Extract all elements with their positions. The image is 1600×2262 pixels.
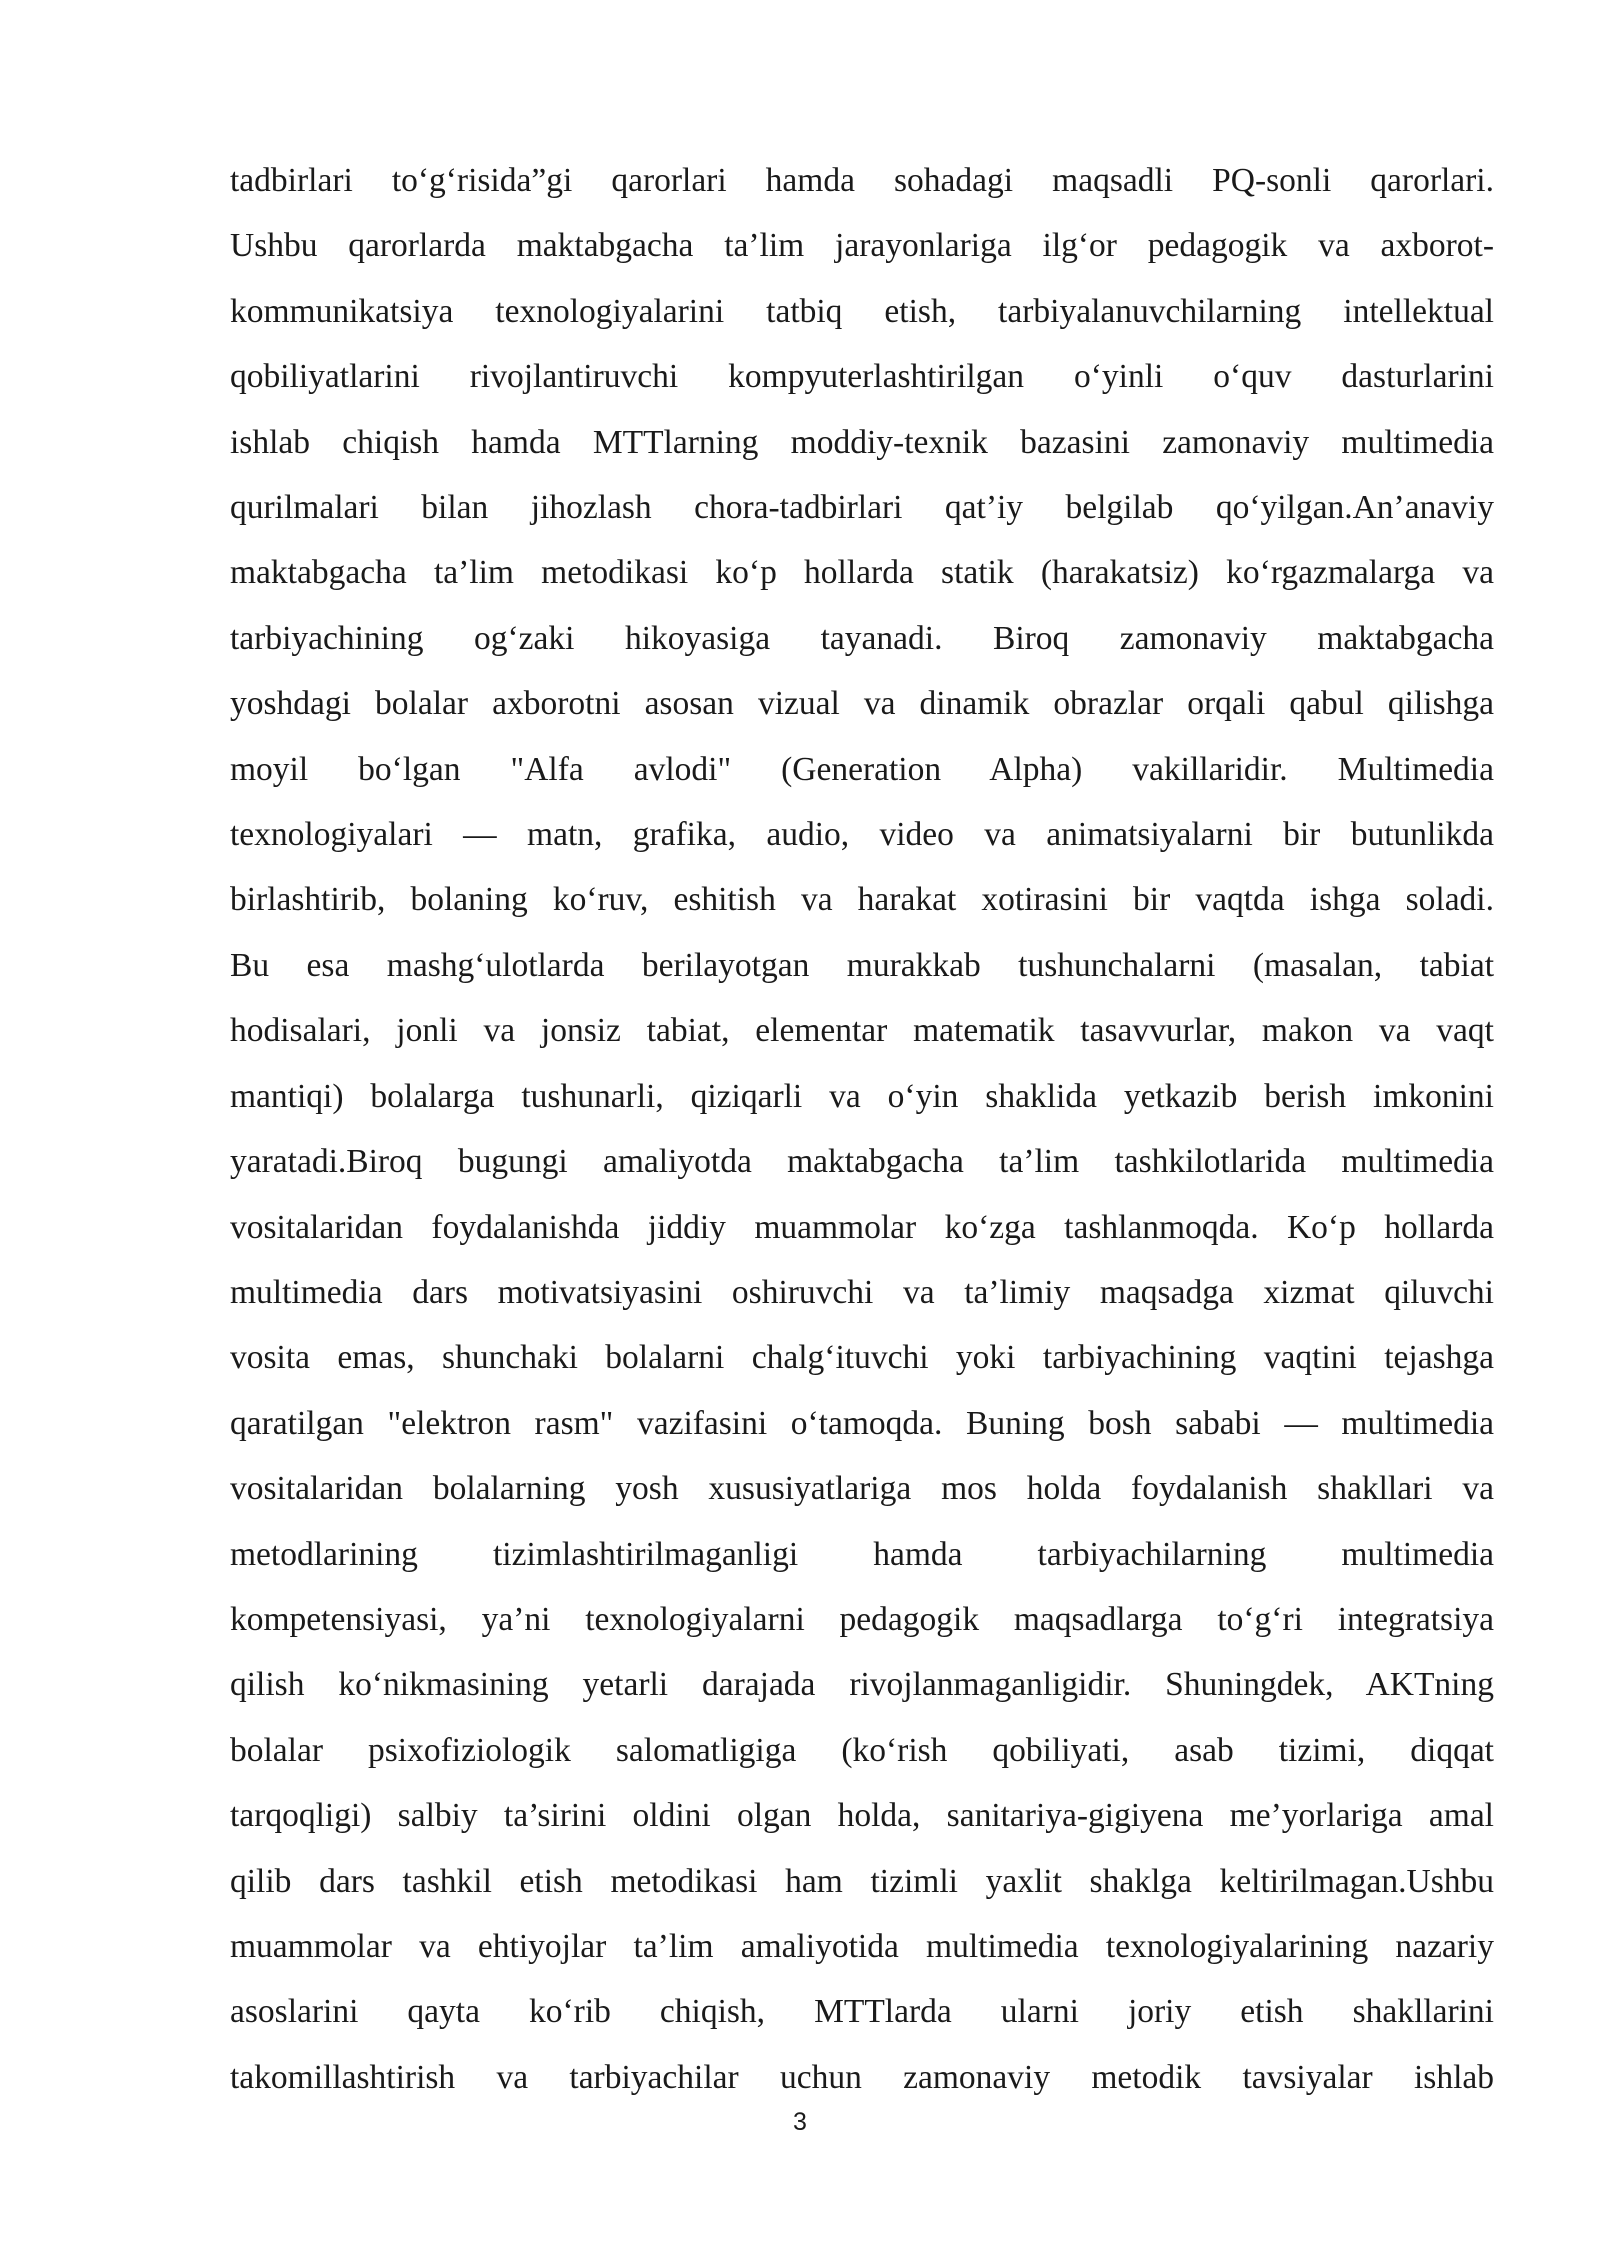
- text-line: tarbiyachining og‘zaki hikoyasiga tayanadi. Biroq zamonaviy maktabgacha: [230, 619, 1494, 657]
- text-line: Ushbu qarorlarda maktabgacha ta’lim jarayonlariga ilg‘or pedagogik va axborot-: [230, 227, 1494, 265]
- text-line: tarqoqligi) salbiy ta’sirini oldini olgan holda, sanitariya-gigiyena me’yorlariga amal: [230, 1797, 1494, 1835]
- text-line: vositalaridan foydalanishda jiddiy muammolar ko‘zga tashlanmoqda. Ko‘p hollarda: [230, 1208, 1494, 1246]
- text-line: qaratilgan "elektron rasm" vazifasini o‘tamoqda. Buning bosh sababi — multimedia: [230, 1404, 1494, 1442]
- text-line: mantiqi) bolalarga tushunarli, qiziqarli va o‘yin shaklida yetkazib berish imkonini: [230, 1077, 1494, 1115]
- text-line: kommunikatsiya texnologiyalarini tatbiq etish, tarbiyalanuvchilarning intellektual: [230, 292, 1494, 330]
- page-number: 3: [793, 2108, 807, 2136]
- text-line: tadbirlari to‘g‘risida”gi qarorlari hamda sohadagi maqsadli PQ-sonli qarorlari.: [230, 162, 1494, 199]
- text-line: takomillashtirish va tarbiyachilar uchun zamonaviy metodik tavsiyalar ishlab: [230, 2058, 1494, 2096]
- text-line: asoslarini qayta ko‘rib chiqish, MTTlarda ularni joriy etish shakllarini: [230, 1993, 1494, 2031]
- text-line: texnologiyalari — matn, grafika, audio, video va animatsiyalarni bir butunlikda: [230, 816, 1494, 854]
- text-line: maktabgacha ta’lim metodikasi ko‘p hollarda statik (harakatsiz) ko‘rgazmalarga va: [230, 554, 1494, 592]
- text-line: qilish ko‘nikmasining yetarli darajada rivojlanmaganligidir. Shuningdek, AKTning: [230, 1666, 1494, 1704]
- text-line: qurilmalari bilan jihozlash chora-tadbirlari qat’iy belgilab qo‘yilgan.An’anaviy: [230, 489, 1494, 527]
- text-line: moyil bo‘lgan "Alfa avlodi" (Generation Alpha) vakillaridir. Multimedia: [230, 750, 1494, 788]
- body-paragraph: [230, 148, 1494, 2110]
- text-line: vosita emas, shunchaki bolalarni chalg‘ituvchi yoki tarbiyachining vaqtini tejashga: [230, 1339, 1494, 1377]
- text-line: qobiliyatlarini rivojlantiruvchi kompyuterlashtirilgan o‘yinli o‘quv dasturlarini: [230, 358, 1494, 396]
- text-line: multimedia dars motivatsiyasini oshiruvchi va ta’limiy maqsadga xizmat qiluvchi: [230, 1273, 1494, 1311]
- text-line: kompetensiyasi, ya’ni texnologiyalarni pedagogik maqsadlarga to‘g‘ri integratsiya: [230, 1600, 1494, 1638]
- text-line: hodisalari, jonli va jonsiz tabiat, elementar matematik tasavvurlar, makon va vaqt: [230, 1012, 1494, 1050]
- text-line: yoshdagi bolalar axborotni asosan vizual va dinamik obrazlar orqali qabul qilishga: [230, 685, 1494, 723]
- text-line: qilib dars tashkil etish metodikasi ham tizimli yaxlit shaklga keltirilmagan.Ushbu: [230, 1862, 1494, 1900]
- text-line: Bu esa mashg‘ulotlarda berilayotgan murakkab tushunchalarni (masalan, tabiat: [230, 946, 1494, 984]
- text-line: yaratadi.Biroq bugungi amaliyotda maktabgacha ta’lim tashkilotlarida multimedia: [230, 1143, 1494, 1181]
- text-line: vositalaridan bolalarning yosh xususiyatlariga mos holda foydalanish shakllari va: [230, 1470, 1494, 1508]
- text-line: muammolar va ehtiyojlar ta’lim amaliyotida multimedia texnologiyalarining nazariy: [230, 1927, 1494, 1965]
- text-line: bolalar psixofiziologik salomatligiga (ko‘rish qobiliyati, asab tizimi, diqqat: [230, 1731, 1494, 1769]
- text-line: birlashtirib, bolaning ko‘ruv, eshitish va harakat xotirasini bir vaqtda ishga soladi.: [230, 881, 1494, 919]
- text-line: metodlarining tizimlashtirilmaganligi hamda tarbiyachilarning multimedia: [230, 1535, 1494, 1573]
- text-line: ishlab chiqish hamda MTTlarning moddiy-texnik bazasini zamonaviy multimedia: [230, 423, 1494, 461]
